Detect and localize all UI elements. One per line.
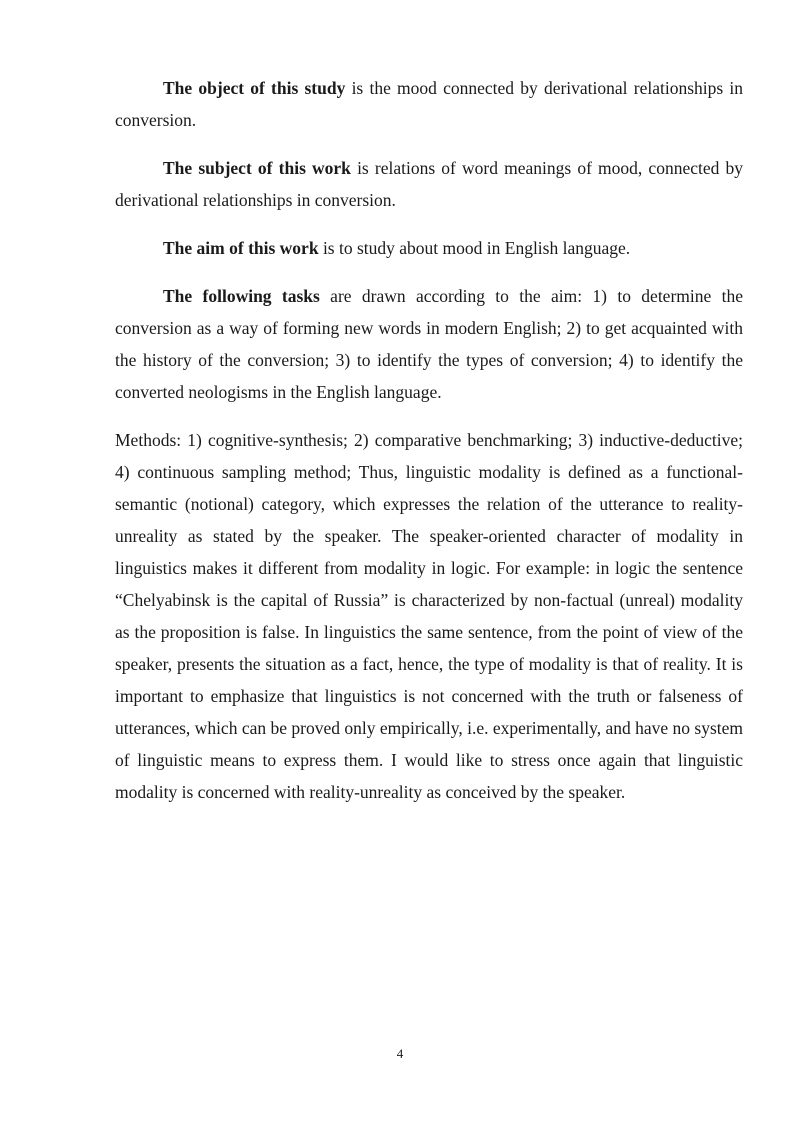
aim-of-work-paragraph <box>115 232 743 264</box>
subject-of-work-paragraph <box>115 152 743 216</box>
subject-of-work-text: is relations of word meanings of mood, connected by derivational relationships in conversion. <box>115 158 743 210</box>
tasks-text: are drawn according to the aim: 1) to determine the conversion as a way of forming new words in modern English; 2) to get acquainted with the history of the conversion; 3) to identify the types of conversion; 4) to identify the converted neologisms in the English language. <box>115 286 743 402</box>
subject-of-work-heading: The subject of this work <box>163 158 351 178</box>
aim-of-work-heading: The aim of this work <box>163 238 319 258</box>
object-of-study-text: is the mood connected by derivational relationships in conversion. <box>115 78 744 130</box>
methods-paragraph: Methods: 1) cognitive-synthesis; 2) comparative benchmarking; 3) inductive-deductive; 4) continuous sampling method; Thus, linguistic modality is defined as a functional-semantic (notional) category, which expresses the relation of the utterance to reality-unreality as stated by the speaker. The speaker-oriented character of modality in linguistics makes it different from modality in logic. For example: in logic the sentence “Chelyabinsk is the capital of Russia” is characterized by non-factual (unreal) modality as the proposition is false. In linguistics the same sentence, from the point of view of the speaker, presents the situation as a fact, hence, the type of modality is that of reality. It is important to emphasize that linguistics is not concerned with the truth or falseness of utterances, which can be proved only empirically, i.e. experimentally, and have no system of linguistic means to express them. I would like to stress once again that linguistic modality is concerned with reality-unreality as conceived by the speaker. <box>115 430 744 802</box>
object-of-study-heading: The object of this study <box>163 78 346 98</box>
document-page <box>115 72 743 824</box>
aim-of-work-text: is to study about mood in English language. <box>318 238 631 258</box>
object-of-study-paragraph <box>115 72 743 136</box>
page-number: 4 <box>396 1046 404 1061</box>
tasks-heading: The following tasks <box>163 286 320 306</box>
tasks-paragraph <box>115 280 743 408</box>
